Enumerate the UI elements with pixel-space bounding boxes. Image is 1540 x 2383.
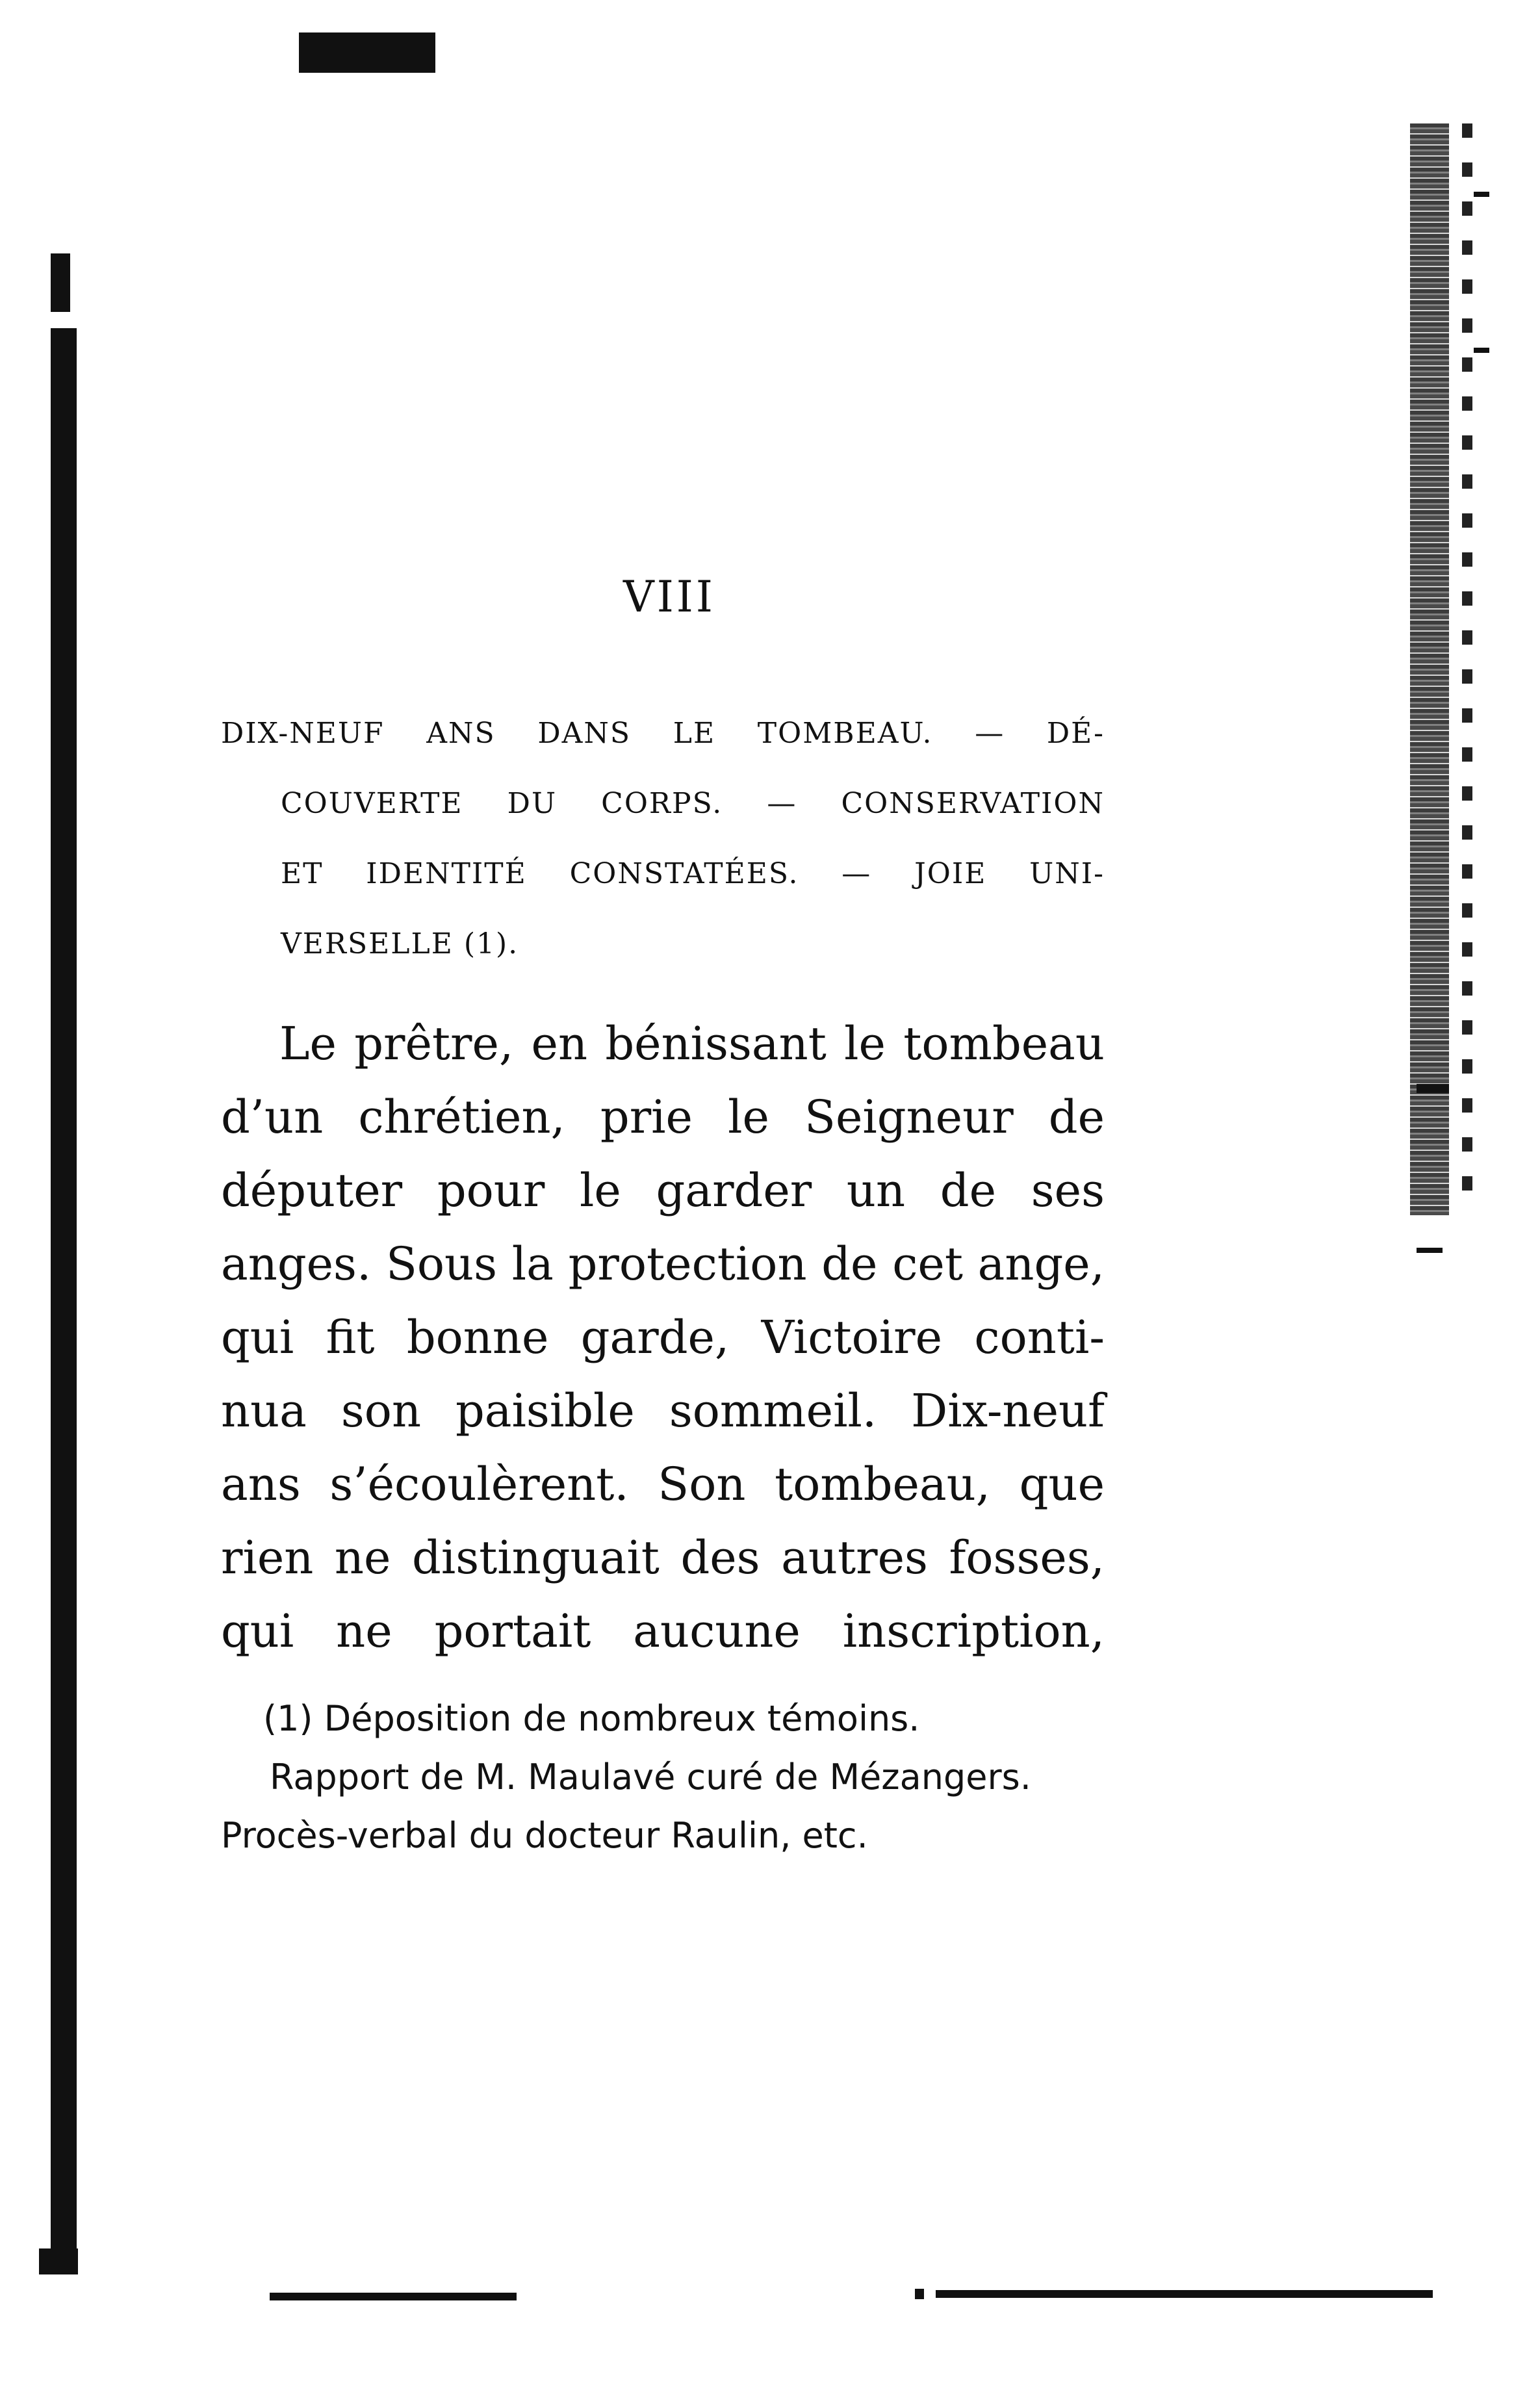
scan-dot-bottom: [915, 2289, 924, 2299]
scan-dash: [1474, 192, 1489, 197]
body-paragraph: [221, 1007, 1105, 1668]
scan-edge-right-thin: [1462, 123, 1472, 1215]
scan-rule-bottom-left: [270, 2293, 517, 2300]
scan-dash: [1474, 348, 1489, 353]
scan-dash: [1417, 1084, 1449, 1093]
body-line: députer pour le garder un de ses: [221, 1164, 1105, 1217]
chapter-heading-line: DIX-NEUF ANS DANS LE TOMBEAU. — DÉ-: [221, 717, 1105, 750]
chapter-heading-line: ET IDENTITÉ CONSTATÉES. — JOIE UNI-: [281, 857, 1105, 890]
chapter-heading-line: VERSELLE (1).: [281, 927, 519, 960]
footnote-line: Procès-verbal du docteur Raulin, etc.: [221, 1815, 868, 1856]
body-line: rien ne distinguait des autres fosses,: [221, 1531, 1105, 1584]
body-line: ans s’écoulèrent. Son tombeau, que: [221, 1458, 1105, 1511]
scan-rule-bottom-right: [936, 2290, 1433, 2298]
scan-edge-left-short: [51, 253, 70, 312]
body-line: nua son paisible sommeil. Dix-neuf: [221, 1384, 1105, 1437]
body-line: anges. Sous la protection de cet ange,: [221, 1237, 1105, 1291]
footnote-line: Rapport de M. Maulavé curé de Mézangers.: [270, 1757, 1031, 1797]
footnote-line: (1) Déposition de nombreux témoins.: [263, 1698, 920, 1739]
body-line: d’un chrétien, prie le Seigneur de: [221, 1090, 1105, 1144]
scan-edge-right: [1410, 123, 1449, 1215]
chapter-heading: [221, 699, 1105, 979]
chapter-number: VIII: [623, 572, 715, 622]
body-line: qui fit bonne garde, Victoire conti-: [221, 1311, 1105, 1364]
scan-blot-top: [299, 32, 435, 73]
scan-dash: [1417, 1248, 1443, 1253]
body-line: qui ne portait aucune inscription,: [221, 1604, 1105, 1658]
footnotes: [221, 1690, 1131, 1865]
body-line: Le prêtre, en bénissant le tombeau: [279, 1017, 1105, 1070]
scan-edge-left-foot: [39, 2248, 78, 2274]
chapter-heading-line: COUVERTE DU CORPS. — CONSERVATION: [281, 787, 1105, 820]
